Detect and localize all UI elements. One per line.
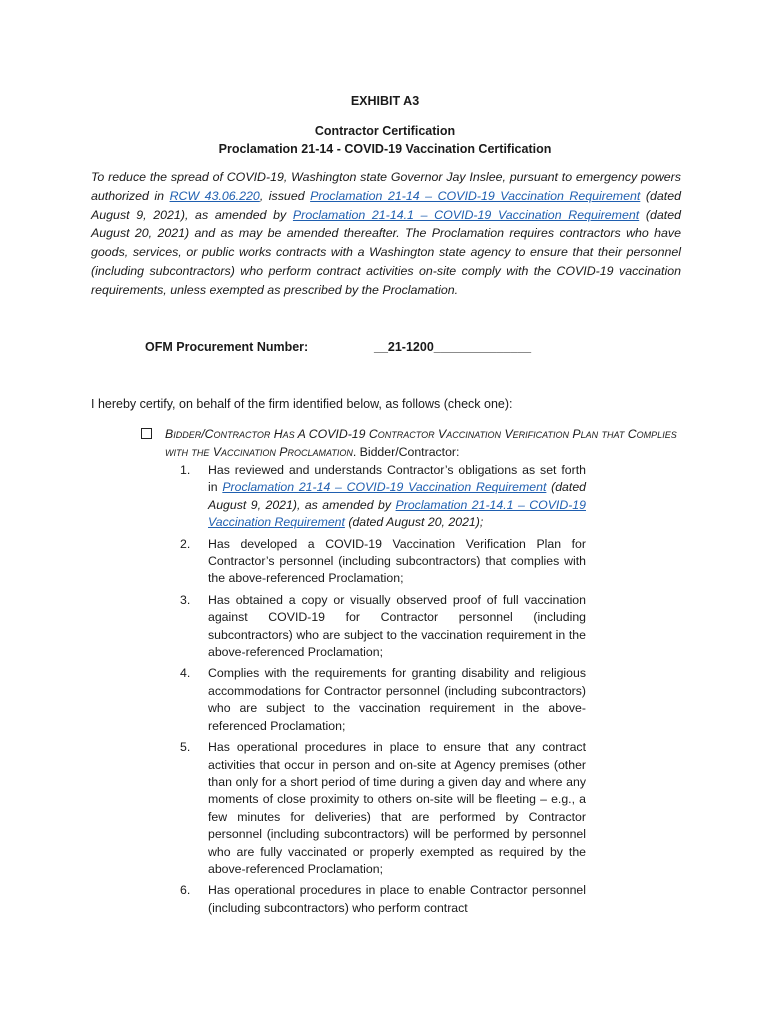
item-text: Has reviewed and understands Contractor’s obligations as set forth in bbox=[208, 463, 586, 495]
list-number: 4. bbox=[180, 666, 191, 681]
item-text: Has operational procedures in place to enable Contractor personnel (including subcontractors) who perform contract bbox=[208, 883, 586, 915]
option-vaccination-plan bbox=[165, 425, 685, 461]
ofm-procurement-label: OFM Procurement Number: bbox=[145, 340, 309, 354]
option-suffix: . Bidder/Contractor: bbox=[352, 445, 460, 459]
certify-statement: I hereby certify, on behalf of the firm identified below, as follows (check one): bbox=[91, 397, 513, 411]
intro-text-3: (dated August 9, 2021), as amended by bbox=[91, 188, 681, 222]
proclamation-21-14-1-link[interactable]: Proclamation 21-14.1 – COVID-19 Vaccination Requirement bbox=[292, 207, 640, 222]
list-item bbox=[176, 665, 586, 735]
list-number: 1. bbox=[180, 463, 191, 477]
rcw-link[interactable]: RCW 43.06.220 bbox=[169, 188, 260, 203]
proclamation-21-14-1-link[interactable]: Proclamation 21-14.1 – COVID-19 Vaccination Requirement bbox=[208, 497, 586, 530]
item-text: Has obtained a copy or visually observed proof of full vaccination against COVID-19 for Contractor personnel (including subcontractors) who are subject to the vaccination requirement in the above-referenced Proclamation; bbox=[208, 592, 586, 660]
item-text: Has operational procedures in place to ensure that any contract activities that occur in person and on-site at Agency premises (other than only for a short period of time during a given day and where any moments of close proximity to others on-site will be fleeting – e.g., a few minutes for deliveries) that are performed by Contractor personnel (including subcontractors) will be performed by personnel who are fully vaccinated or properly exempted as required by the above-referenced Proclamation; bbox=[208, 740, 586, 876]
list-item bbox=[176, 462, 586, 532]
intro-text-2: , issued bbox=[259, 188, 311, 203]
intro-text-1: To reduce the spread of COVID-19, Washington state Governor Jay Inslee, pursuant to emergency powers authorized in bbox=[91, 170, 681, 203]
item-text: Has developed a COVID-19 Vaccination Verification Plan for Contractor’s personnel (including subcontractors) that complies with the above-referenced Proclamation; bbox=[208, 536, 586, 586]
list-item bbox=[176, 536, 586, 588]
list-item bbox=[176, 882, 586, 917]
list-number: 5. bbox=[180, 740, 191, 755]
ofm-procurement-number: __21-1200______________ bbox=[374, 340, 532, 354]
exhibit-title: EXHIBIT A3 bbox=[350, 94, 420, 108]
list-item bbox=[176, 739, 586, 878]
requirements-list bbox=[176, 462, 586, 921]
option-checkbox[interactable] bbox=[141, 428, 152, 439]
item-text: (dated August 9, 2021), as amended by bbox=[208, 480, 586, 512]
list-number: 6. bbox=[180, 883, 191, 898]
list-number: 2. bbox=[180, 536, 191, 551]
list-number: 3. bbox=[180, 592, 191, 607]
item-text: (dated August 20, 2021); bbox=[344, 515, 484, 530]
proclamation-title: Proclamation 21-14 - COVID-19 Vaccination Certification bbox=[218, 142, 552, 156]
intro-paragraph bbox=[91, 168, 681, 300]
proclamation-21-14-link[interactable]: Proclamation 21-14 – COVID-19 Vaccination Requirement bbox=[222, 480, 547, 495]
item-text: Complies with the requirements for granting disability and religious accommodations for Contractor personnel (including subcontractors) who are subject to the vaccination requirement in the above-referenced Proclamation; bbox=[208, 666, 586, 733]
list-item bbox=[176, 592, 586, 662]
intro-text-4: (dated August 20, 2021) and as may be amended thereafter. The Proclamation requires contractors who have goods, services, or public works contracts with a Washington state agency to ensure that their personnel (including subcontractors) who perform contract activities on-site comply with the COVID-19 vaccination requirements, unless exempted as prescribed by the Proclamation. bbox=[91, 207, 682, 297]
proclamation-21-14-link[interactable]: Proclamation 21-14 – COVID-19 Vaccination Requirement bbox=[310, 188, 641, 203]
option-heading: Bidder/Contractor Has A COVID-19 Contractor Vaccination Verification Plan that Complies with the Vaccination Proclamation bbox=[165, 427, 677, 459]
certification-title: Contractor Certification bbox=[314, 124, 456, 138]
